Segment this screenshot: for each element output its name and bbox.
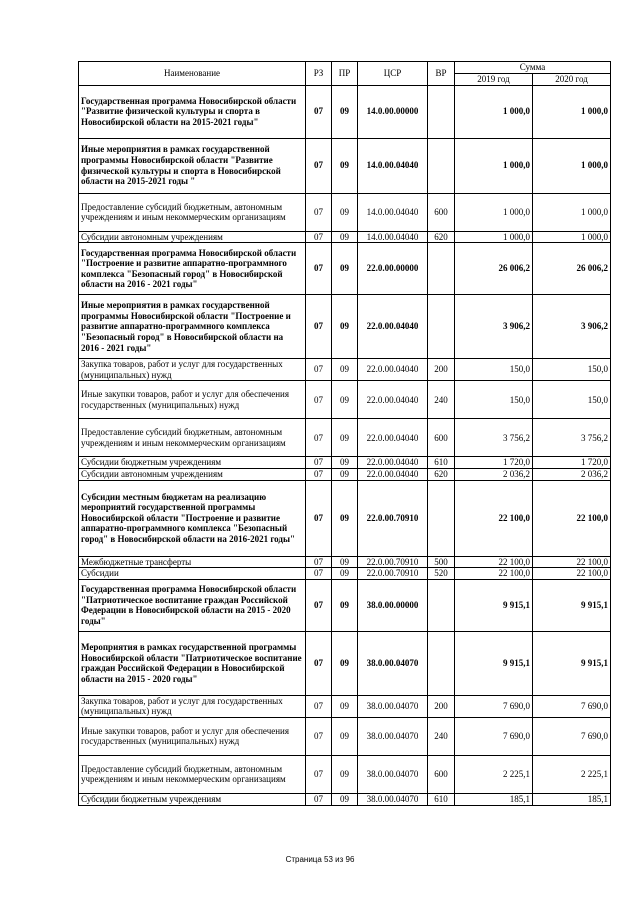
cell-name: Закупка товаров, работ и услуг для государственных (муниципальных) нужд [79,359,306,381]
cell-pr: 09 [332,568,358,580]
cell-pr: 09 [332,381,358,419]
table-row [79,193,611,231]
cell-y2020: 7 690,0 [533,717,611,755]
cell-rz: 07 [306,138,332,193]
cell-vr [428,243,455,295]
cell-vr: 240 [428,717,455,755]
cell-y2020: 1 720,0 [533,457,611,469]
cell-vr: 620 [428,468,455,480]
cell-name: Субсидии автономным учреждениям [79,231,306,243]
cell-csr: 22.0.00.70910 [358,568,428,580]
cell-pr: 09 [332,359,358,381]
cell-pr: 09 [332,85,358,138]
cell-csr: 38.0.00.00000 [358,579,428,631]
cell-csr: 38.0.00.04070 [358,695,428,717]
table-row [79,419,611,457]
table-row [79,468,611,480]
cell-csr: 14.0.00.04040 [358,193,428,231]
table-row [79,85,611,138]
cell-rz: 07 [306,579,332,631]
cell-y2020: 7 690,0 [533,695,611,717]
cell-vr [428,85,455,138]
cell-rz: 07 [306,695,332,717]
cell-y2019: 22 100,0 [455,480,533,556]
cell-name: Субсидии [79,568,306,580]
cell-vr: 610 [428,793,455,805]
cell-pr: 09 [332,480,358,556]
cell-rz: 07 [306,793,332,805]
header-sum: Сумма [455,62,611,74]
cell-pr: 09 [332,755,358,793]
cell-pr: 09 [332,579,358,631]
cell-y2019: 1 000,0 [455,193,533,231]
cell-csr: 22.0.00.00000 [358,243,428,295]
cell-csr: 22.0.00.04040 [358,468,428,480]
cell-name: Предоставление субсидий бюджетным, автономным учреждениям и иным некоммерческим организациям [79,193,306,231]
cell-csr: 22.0.00.04040 [358,381,428,419]
table-row [79,717,611,755]
cell-y2020: 1 000,0 [533,138,611,193]
cell-pr: 09 [332,138,358,193]
cell-vr: 600 [428,193,455,231]
table-row [79,695,611,717]
cell-rz: 07 [306,468,332,480]
header-vr: ВР [428,62,455,86]
cell-vr: 240 [428,381,455,419]
cell-pr: 09 [332,243,358,295]
cell-rz: 07 [306,755,332,793]
cell-y2020: 2 225,1 [533,755,611,793]
cell-y2020: 22 100,0 [533,480,611,556]
table-row [79,793,611,805]
cell-y2020: 26 006,2 [533,243,611,295]
cell-rz: 07 [306,480,332,556]
cell-y2019: 9 915,1 [455,631,533,695]
cell-y2019: 3 756,2 [455,419,533,457]
cell-pr: 09 [332,695,358,717]
cell-name: Субсидии бюджетным учреждениям [79,457,306,469]
cell-rz: 07 [306,457,332,469]
cell-y2019: 7 690,0 [455,717,533,755]
cell-vr: 520 [428,568,455,580]
table-row [79,556,611,568]
cell-rz: 07 [306,556,332,568]
cell-name: Предоставление субсидий бюджетным, автономным учреждениям и иным некоммерческим организациям [79,419,306,457]
cell-csr: 14.0.00.00000 [358,85,428,138]
cell-y2020: 1 000,0 [533,193,611,231]
cell-name: Иные мероприятия в рамках государственной программы Новосибирской области "Построение и развитие аппаратно-программного комплекса "Безопасный город" в Новосибирской области на 2016 - 2021 годы" [79,295,306,359]
cell-rz: 07 [306,381,332,419]
cell-y2019: 2 225,1 [455,755,533,793]
cell-vr: 500 [428,556,455,568]
cell-vr: 200 [428,695,455,717]
cell-y2019: 2 036,2 [455,468,533,480]
cell-y2019: 7 690,0 [455,695,533,717]
table-row [79,631,611,695]
cell-vr [428,480,455,556]
table-row [79,480,611,556]
cell-csr: 38.0.00.04070 [358,793,428,805]
cell-y2019: 150,0 [455,381,533,419]
cell-pr: 09 [332,457,358,469]
table-row [79,243,611,295]
header-name: Наименование [79,62,306,86]
cell-y2020: 2 036,2 [533,468,611,480]
cell-y2020: 185,1 [533,793,611,805]
table-row [79,457,611,469]
cell-rz: 07 [306,568,332,580]
cell-csr: 14.0.00.04040 [358,231,428,243]
cell-y2019: 185,1 [455,793,533,805]
table-row [79,138,611,193]
cell-pr: 09 [332,556,358,568]
cell-y2020: 9 915,1 [533,631,611,695]
cell-vr [428,631,455,695]
cell-csr: 38.0.00.04070 [358,631,428,695]
cell-vr: 600 [428,755,455,793]
cell-y2019: 1 000,0 [455,231,533,243]
table-row [79,568,611,580]
cell-csr: 22.0.00.04040 [358,359,428,381]
cell-rz: 07 [306,85,332,138]
cell-pr: 09 [332,793,358,805]
cell-csr: 38.0.00.04070 [358,717,428,755]
table-row [79,755,611,793]
cell-rz: 07 [306,419,332,457]
table-row [79,359,611,381]
cell-y2020: 9 915,1 [533,579,611,631]
cell-pr: 09 [332,193,358,231]
cell-name: Межбюджетные трансферты [79,556,306,568]
cell-rz: 07 [306,295,332,359]
cell-y2020: 150,0 [533,359,611,381]
page-footer: Страница 53 из 96 [285,855,355,864]
cell-pr: 09 [332,631,358,695]
cell-y2019: 3 906,2 [455,295,533,359]
cell-pr: 09 [332,295,358,359]
cell-name: Субсидии местным бюджетам на реализацию мероприятий государственной программы Новосибирской области "Построение и развитие аппаратно-программного комплекса "Безопасный город" в Новосибирской области на 2016-2021 годы" [79,480,306,556]
header-csr: ЦСР [358,62,428,86]
cell-rz: 07 [306,631,332,695]
cell-name: Иные закупки товаров, работ и услуг для обеспечения государственных (муниципальных) нужд [79,717,306,755]
cell-rz: 07 [306,359,332,381]
cell-name: Закупка товаров, работ и услуг для государственных (муниципальных) нужд [79,695,306,717]
cell-rz: 07 [306,231,332,243]
cell-y2019: 22 100,0 [455,556,533,568]
header-2019: 2019 год [455,73,533,85]
cell-name: Субсидии автономным учреждениям [79,468,306,480]
cell-name: Субсидии бюджетным учреждениям [79,793,306,805]
cell-name: Иные закупки товаров, работ и услуг для обеспечения государственных (муниципальных) нужд [79,381,306,419]
table-row [79,579,611,631]
table-row [79,231,611,243]
cell-y2019: 22 100,0 [455,568,533,580]
cell-y2019: 150,0 [455,359,533,381]
cell-rz: 07 [306,243,332,295]
cell-csr: 22.0.00.70910 [358,556,428,568]
cell-vr: 200 [428,359,455,381]
cell-name: Мероприятия в рамках государственной программы Новосибирской области "Патриотическое воспитание граждан Российской Федерации в Новосибирской области на 2015 - 2020 годы" [79,631,306,695]
table-body [79,85,611,805]
cell-y2020: 22 100,0 [533,568,611,580]
cell-y2020: 3 756,2 [533,419,611,457]
cell-name: Государственная программа Новосибирской области "Построение и развитие аппаратно-программного комплекса "Безопасный город" в Новосибирской области на 2016 - 2021 годы" [79,243,306,295]
cell-y2019: 1 000,0 [455,138,533,193]
cell-pr: 09 [332,717,358,755]
table-row [79,381,611,419]
cell-csr: 38.0.00.04070 [358,755,428,793]
header-rz: РЗ [306,62,332,86]
cell-y2019: 9 915,1 [455,579,533,631]
cell-vr [428,579,455,631]
cell-pr: 09 [332,468,358,480]
cell-y2020: 3 906,2 [533,295,611,359]
cell-pr: 09 [332,419,358,457]
cell-y2019: 1 720,0 [455,457,533,469]
cell-csr: 22.0.00.70910 [358,480,428,556]
cell-vr [428,138,455,193]
cell-csr: 22.0.00.04040 [358,295,428,359]
cell-name: Иные мероприятия в рамках государственной программы Новосибирской области "Развитие физической культуры и спорта в Новосибирской области на 2015-2021 годы " [79,138,306,193]
cell-vr: 610 [428,457,455,469]
cell-y2019: 26 006,2 [455,243,533,295]
cell-rz: 07 [306,193,332,231]
cell-rz: 07 [306,717,332,755]
header-2020: 2020 год [533,73,611,85]
cell-y2019: 1 000,0 [455,85,533,138]
cell-csr: 22.0.00.04040 [358,457,428,469]
cell-pr: 09 [332,231,358,243]
header-pr: ПР [332,62,358,86]
cell-csr: 22.0.00.04040 [358,419,428,457]
cell-y2020: 150,0 [533,381,611,419]
cell-name: Государственная программа Новосибирской области "Развитие физической культуры и спорта в Новосибирской области на 2015-2021 годы" [79,85,306,138]
cell-csr: 14.0.00.04040 [358,138,428,193]
cell-name: Государственная программа Новосибирской области "Патриотическое воспитание граждан Российской Федерации в Новосибирской области на 2015 - 2020 годы" [79,579,306,631]
cell-vr: 620 [428,231,455,243]
cell-y2020: 22 100,0 [533,556,611,568]
cell-name: Предоставление субсидий бюджетным, автономным учреждениям и иным некоммерческим организациям [79,755,306,793]
table-row [79,295,611,359]
cell-y2020: 1 000,0 [533,231,611,243]
cell-vr [428,295,455,359]
cell-y2020: 1 000,0 [533,85,611,138]
cell-vr: 600 [428,419,455,457]
budget-table [78,61,611,806]
